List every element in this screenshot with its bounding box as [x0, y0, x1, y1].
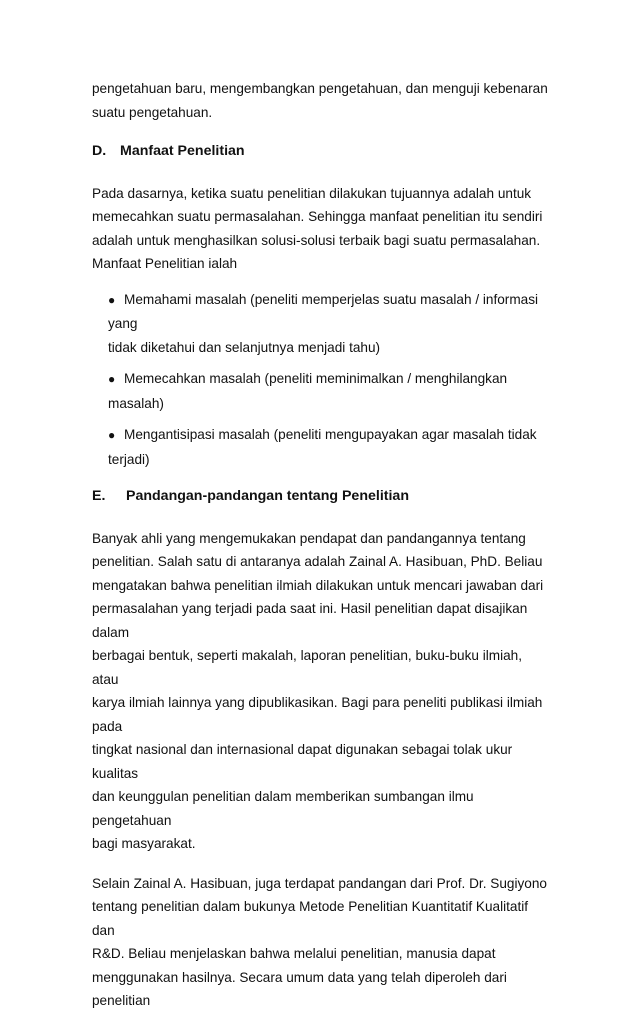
list-item-text: Mengantisipasi masalah (peneliti mengupayakan agar masalah tidak terjadi) — [108, 427, 537, 467]
section-d-number: D. — [92, 143, 107, 159]
bullet-icon: ● — [108, 428, 116, 442]
section-e-number: E. — [92, 488, 106, 504]
section-e-paragraph-2: Selain Zainal A. Hasibuan, juga terdapat pandangan dari Prof. Dr. Sugiyono tentang penelitian dalam bukunya Metode Penelitian Kuantitatif Kualitatif dan R&D. Beliau menjelaskan bahwa melalui penelitian, manusia dapat menggunakan hasilnya. Secara umum data yang telah diperoleh dari penelitian — [92, 875, 547, 1008]
section-d-title: Manfaat Penelitian — [120, 143, 245, 159]
list-item — [108, 367, 552, 415]
section-d-heading — [92, 140, 552, 164]
benefits-list — [92, 288, 552, 472]
section-e-paragraph-1: Banyak ahli yang mengemukakan pendapat dan pandangannya tentang penelitian. Salah satu di antaranya adalah Zainal A. Hasibuan, PhD. Beliau mengatakan bahwa penelitian ilmiah dilakukan untuk mencari jawaban dari permasalahan yang terjadi pada saat ini. Hasil penelitian dapat disajikan dalam berbagai bentuk, seperti makalah, laporan penelitian, buku-buku ilmiah, atau karya ilmiah lainnya yang dipublikasikan. Bagi para peneliti publikasi ilmiah pada tingkat nasional dan internasional dapat digunakan sebagai tolak ukur kualitas dan keunggulan penelitian dalam memberikan sumbangan ilmu pengetahuan bagi masyarakat. — [92, 530, 544, 851]
list-item-text: Memahami masalah (peneliti memperjelas suatu masalah / informasi yang tidak diketahui dan selanjutnya menjadi tahu) — [108, 291, 539, 355]
bullet-icon: ● — [108, 292, 116, 307]
section-e-heading — [92, 485, 552, 509]
list-item — [108, 423, 552, 471]
section-e-title: Pandangan-pandangan tentang Penelitian — [126, 488, 409, 504]
intro-paragraph: pengetahuan baru, mengembangkan pengetahuan, dan menguji kebenaran suatu pengetahuan. — [92, 81, 548, 120]
section-d-paragraph: Pada dasarnya, ketika suatu penelitian dilakukan tujuannya adalah untuk memecahkan suatu permasalahan. Sehingga manfaat penelitian itu sendiri adalah untuk menghasilkan solusi-solusi terbaik bagi suatu permasalahan. Manfaat Penelitian ialah — [92, 185, 543, 271]
document-page — [92, 77, 552, 1029]
list-item — [108, 288, 552, 360]
bullet-icon: ● — [108, 372, 116, 386]
list-item-text: Memecahkan masalah (peneliti meminimalkan / menghilangkan masalah) — [108, 371, 508, 411]
